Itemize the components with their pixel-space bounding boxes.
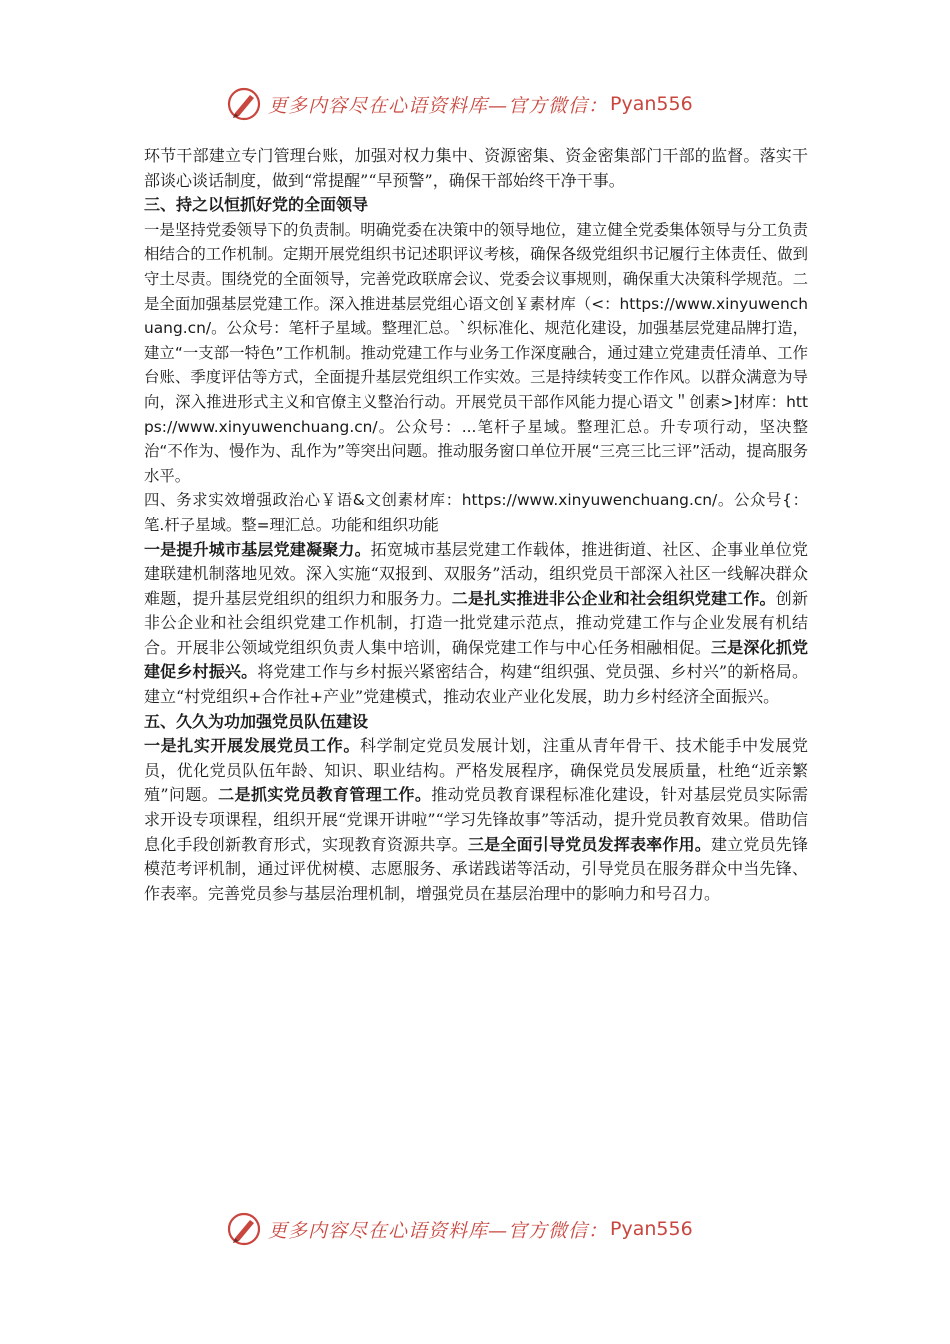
point-1-text: 拓宽城市基层党建工作载体，推进街道、社区、企事业单位党建联建机制落地见效。深入实施“双报到、双服务”活动，组织党员干部深入社区一线解决群众难题，提升基层党组织的组织力和服务力。	[144, 539, 808, 608]
point-1-title: 一是扎实开展发展党员工作。	[144, 736, 360, 756]
point-3-title: 三是全面引导党员发挥表率作用。	[467, 834, 711, 854]
paragraph-section-3: 一是坚持党委领导下的负责制。明确党委在决策中的领导地位，建立健全党委集体领导与分工负责相结合的工作机制。定期开展党组织书记述职评议考核，确保各级党组织书记履行主体责任、做到守土尽责。围绕党的全面领导，完善党政联席会议、党委会议事规则，确保重大决策科学规范。二是全面加强基层党建工作。深入推进基层党组心语文创￥素材库（<：https://www.xinyuwenchuang.cn/。公众号：笔杆子星域。整理汇总。`织标准化、规范化建设，加强基层党建品牌打造，建立“一支部一特色”工作机制。推动党建工作与业务工作深度融合，通过建立党建责任清单、工作台账、季度评估等方式，全面提升基层党组织工作实效。三是持续转变工作作风。以群众满意为导向，深入推进形式主义和官僚主义整治行动。开展党员干部作风能力提心语文＂创素>]材库：https://www.xinyuwenchuang.cn/。公众号：...笔杆子星域。整理汇总。升专项行动，坚决整治“不作为、慢作为、乱作为”等突出问题。推动服务窗口单位开展“三亮三比三评”活动，提高服务水平。	[144, 220, 808, 485]
point-3-text: 建立党员先锋模范考评机制，通过评优树模、志愿服务、承诺践诺等活动，引导党员在服务群众中当先锋、作表率。完善党员参与基层治理机制，增强党员在基层治理中的影响力和号召力。	[144, 834, 808, 903]
wechat-id: Pyan556	[610, 1218, 693, 1240]
paragraph-section-4	[144, 538, 808, 710]
point-1-text: 科学制定党员发展计划，注重从青年骨干、技术能手中发展党员，优化党员队伍年龄、知识、职业结构。严格发展程序，确保党员发展质量，杜绝“近亲繁殖”问题。	[144, 736, 808, 805]
point-2-title: 二是扎实推进非公企业和社会组织党建工作。	[451, 588, 776, 608]
section-heading-3: 三、持之以恒抓好党的全面领导	[144, 195, 369, 215]
document-body	[144, 144, 808, 906]
banner-text: 更多内容尽在心语资料库—官方微信：	[268, 1219, 609, 1242]
section-heading-4: 四、务求实效增强政治心￥语&文创素材库：https://www.xinyuwenchuang.cn/。公众号{：笔.杆子星域。整=理汇总。功能和组织功能	[144, 491, 808, 534]
pen-logo-icon	[226, 1211, 262, 1247]
point-3-text: 将党建工作与乡村振兴紧密结合，构建“组织强、党员强、乡村兴”的新格局。建立“村党组织+合作社+产业”党建模式，推动农业产业化发展，助力乡村经济全面振兴。	[144, 662, 808, 707]
paragraph-section-5	[144, 734, 808, 906]
point-3-title: 三是深化抓党建促乡村振兴。	[144, 637, 808, 682]
point-2-title: 二是抓实党员教育管理工作。	[218, 785, 432, 805]
section-heading-5: 五、久久为功加强党员队伍建设	[144, 711, 369, 731]
banner-text: 更多内容尽在心语资料库—官方微信：	[268, 94, 609, 117]
paragraph-continued: 环节干部建立专门管理台账，加强对权力集中、资源密集、资金密集部门干部的监督。落实干部谈心谈话制度，做到“常提醒”“早预警”，确保干部始终干净干事。	[144, 146, 808, 190]
point-1-title: 一是提升城市基层党建凝聚力。	[144, 539, 371, 559]
header-banner	[226, 84, 746, 124]
point-2-text: 创新非公企业和社会组织党建工作机制，打造一批党建示范点，推动党建工作与企业发展有机结合。开展非公领域党组织负责人集中培训，确保党建工作与中心任务相融相促。	[144, 588, 808, 657]
footer-banner	[226, 1209, 746, 1249]
point-2-text: 推动党员教育课程标准化建设，针对基层党员实际需求开设专项课程，组织开展“党课开讲啦”“学习先锋故事”等活动，提升党员教育效果。借助信息化手段创新教育形式，实现教育资源共享。	[144, 785, 808, 854]
wechat-id: Pyan556	[610, 93, 693, 115]
pen-logo-icon	[226, 86, 262, 122]
